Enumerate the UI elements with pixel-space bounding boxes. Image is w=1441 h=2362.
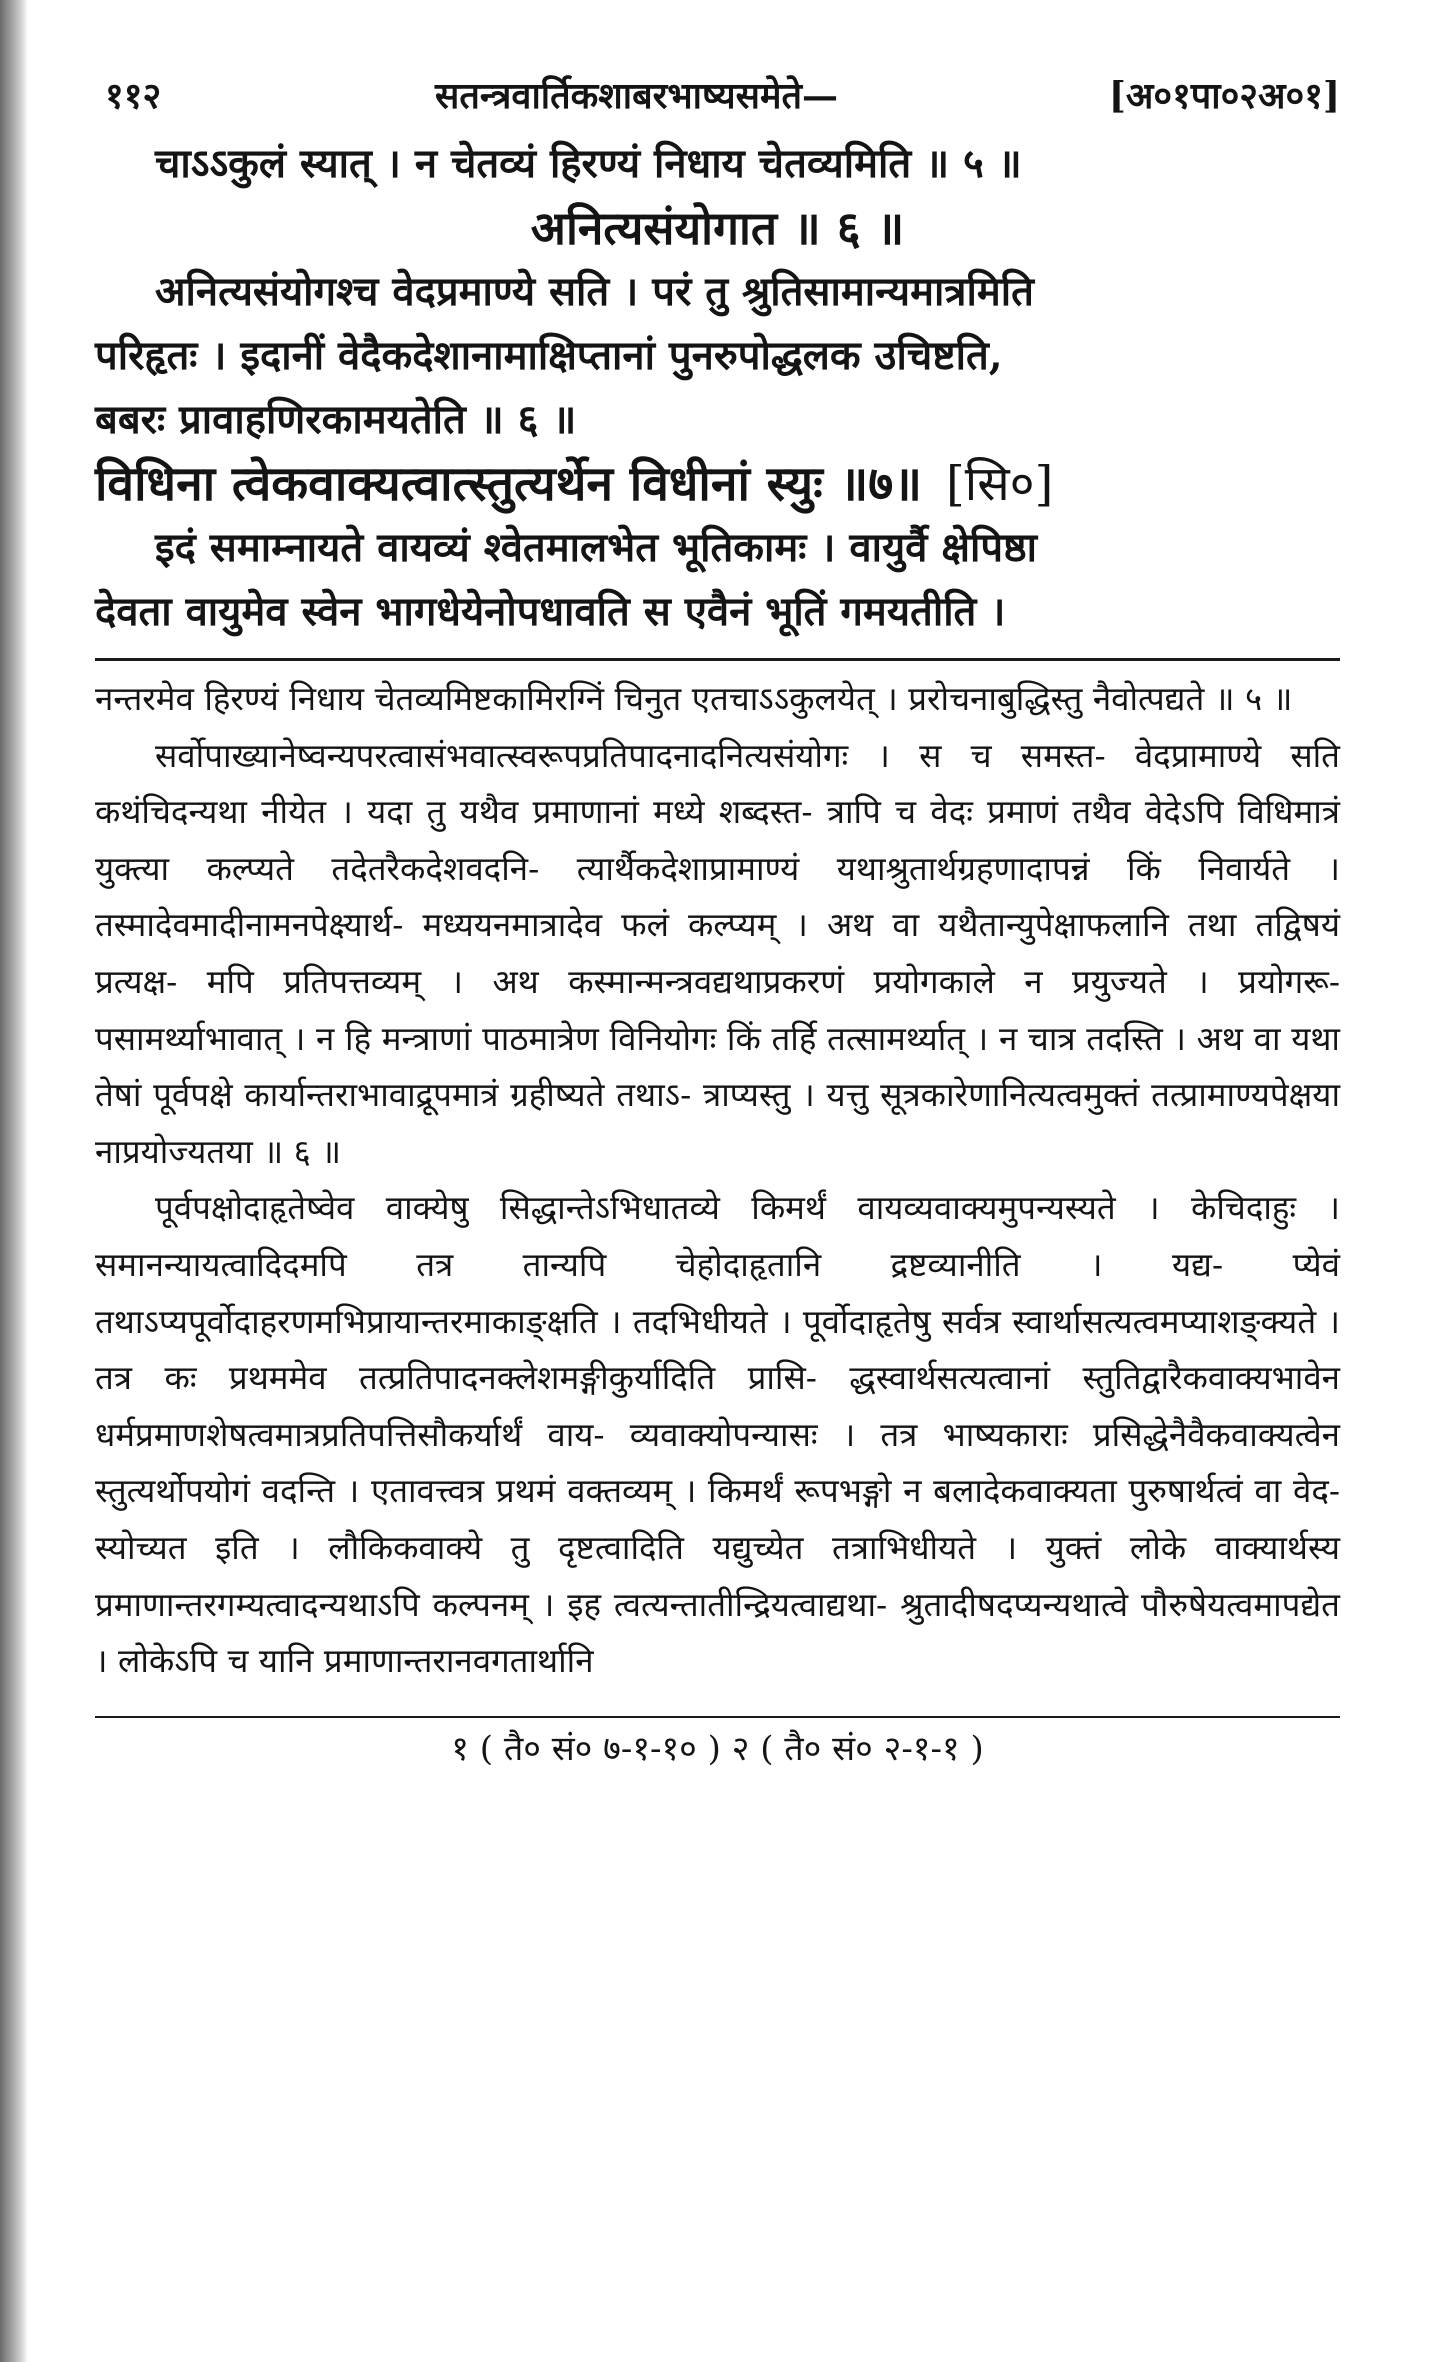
commentary-line: द्धस्वार्थसत्यत्वानां स्तुतिद्वारैकवाक्यभावेन धर्मप्रमाणशेषत्वमात्रप्रतिपत्तिसौकर्यार्थं वाय- <box>95 1358 1340 1454</box>
book-page <box>95 62 1340 1770</box>
commentary-paragraph <box>95 671 1340 728</box>
commentary-line: त्यार्थैकदेशाप्रामाण्यं यथाश्रुतार्थग्रहणादापन्नं किं निवार्यते । तस्मादेवमादीनामनपेक्ष्यार्थ- <box>95 848 1340 945</box>
commentary-line: त्रापि च वेदः प्रमाणं तथैव वेदेऽपि विधिमात्रं युक्त्या कल्प्यते तदेतरैकदेशवदनि- <box>95 792 1341 888</box>
commentary-paragraph <box>95 728 1340 1181</box>
sutra-paragraph-line: परिहृतः । इदानीं वेदैकदेशानामाक्षिप्तानां पुनरुपोद्धलक उचिष्टति, <box>95 332 1003 379</box>
commentary <box>95 671 1340 1690</box>
sutra-7-heading <box>95 452 1340 516</box>
footnote-references: १ ( तै० सं० ७-१-१० ) २ ( तै० सं० २-१-१ ) <box>451 1728 984 1769</box>
sutra-paragraph-line: देवता वायुमेव स्वेन भागधेयेनोपधावति स एवैनं भूतिं गमयतीति । <box>95 588 1006 635</box>
commentary-line: नन्तरमेव हिरण्यं निधाय चेतव्यमिष्टकामिरग्निं चिनुत एतचाऽऽकुलयेत् । प्ररोचनाबुद्धिस्तु <box>95 679 1083 718</box>
page-binding-shadow <box>0 0 28 2362</box>
sutra-continuation-line: चाऽऽकुलं स्यात् । न चेतव्यं हिरण्यं निधाय चेतव्यमिति ॥ ५ ॥ <box>155 140 1022 187</box>
section-divider <box>95 658 1340 661</box>
commentary-line: वेदप्रामाण्ये सति कथंचिदन्यथा नीयेत । यदा तु यथैव प्रमाणानां मध्ये शब्दस्त- <box>95 735 1340 832</box>
commentary-line: स्योच्यत इति । लौकिकवाक्ये तु दृष्टत्वादिति यद्युच्येत तत्राभिधीयते । युक्तं लोके <box>95 1527 1187 1567</box>
running-header <box>95 62 1340 132</box>
sutra-7-text: विधिना त्वेकवाक्यत्वात्स्तुत्यर्थेन विधीनां स्युः ॥७॥ <box>95 456 923 512</box>
commentary-line: वाक्यार्थस्य प्रमाणान्तरगम्यत्वादन्यथाऽपि कल्पनम् । इह त्वत्यन्तातीन्द्रियत्वाद्यथा- <box>95 1527 1340 1624</box>
sutra-6-heading: अनित्यसंयोगात ॥ ६ ॥ <box>530 201 905 255</box>
commentary-paragraph <box>95 1180 1340 1689</box>
siddhanta-siglum: [सि०] <box>946 456 1054 512</box>
sutra-paragraph-line: अनित्यसंयोगश्च वेदप्रमाण्ये सति । परं तु श्रुतिसामान्यमात्रमिति <box>155 268 1034 315</box>
commentary-line: मध्ययनमात्रादेव फलं कल्प्यम् । अथ वा यथैतान्युपेक्षाफलानि तथा तद्विषयं प्रत्यक्ष- <box>95 905 1340 1001</box>
sutra-paragraph-line: इदं समाम्नायते वायव्यं श्वेतमालभेत भूतिकामः । वायुर्वै क्षेपिष्ठा <box>155 524 1037 571</box>
commentary-line: केचिदाहुः । समानन्यायत्वादिदमपि तत्र तान्यपि चेहोदाहृतानि द्रष्टव्यानीति । यद्य- <box>95 1188 1340 1284</box>
commentary-line: प्येवं तथाऽप्यपूर्वोदाहरणमभिप्रायान्तरमाकाङ्क्षति । तदभिधीयते । पूर्वोदाहृतेषु सर्वत्र <box>95 1244 1340 1341</box>
page-number: ११२ <box>105 75 162 117</box>
commentary-line: स्वार्थासत्यत्वमप्याशङ्क्यते । तत्र कः प्रथममेव तत्प्रतिपादनक्लेशमङ्गीकुर्यादिति प्रासि- <box>95 1301 1340 1398</box>
sutra-paragraph-line: बबरः प्रावाहणिरकामयतेति ॥ ६ ॥ <box>95 396 577 443</box>
commentary-line: पसामर्थ्याभावात् । न हि मन्त्राणां पाठमात्रेण विनियोगः किं तर्हि तत्सामर्थ्यात् । <box>95 1018 989 1058</box>
commentary-line: न चात्र तदस्ति । अथ वा यथा तेषां पूर्वपक्षे कार्यान्तराभावाद्रूपमात्रं ग्रहीष्यते तथाऽ- <box>95 1018 1340 1115</box>
section-reference: [अ०१पा०२अ०१] <box>1108 75 1340 117</box>
running-title: सतन्त्रवार्तिकशाबरभाष्यसमेते— <box>435 75 839 117</box>
commentary-line: व्यवाक्योपन्यासः । तत्र भाष्यकाराः प्रसिद्धेनैवैकवाक्यत्वेन स्तुत्यर्थोपयोगं वदन्ति । <box>95 1414 1340 1511</box>
commentary-line: त्राप्यस्तु । यत्तु सूत्रकारेणानित्यत्वमुक्तं तत्प्रामाण्यपेक्षया नाप्रयोज्यतया ॥ ६ ॥ <box>95 1075 1340 1171</box>
commentary-line: एतावत्त्वत्र प्रथमं वक्तव्यम् । किमर्थं रूपभङ्गो न बलादेकवाक्यता पुरुषार्थत्वं वा वेद- <box>370 1471 1341 1511</box>
sutra-section <box>95 132 1340 644</box>
commentary-line: मपि प्रतिपत्तव्यम् । अथ कस्मान्मन्त्रवद्यथाप्रकरणं प्रयोगकाले न प्रयुज्यते । प्रयोगरू- <box>206 961 1340 1001</box>
commentary-line: श्रुतादीषदप्यन्यथात्वे पौरुषेयत्वमापद्येत । लोकेऽपि च यानि प्रमाणान्तरानवगतार्थानि <box>95 1584 1340 1681</box>
footnote-divider <box>95 1716 1340 1718</box>
commentary-line: नैवोत्पद्यते ॥ ५ ॥ <box>1092 679 1293 718</box>
commentary-line: सर्वोपाख्यानेष्वन्यपरत्वासंभवात्स्वरूपप्रतिपादनादनित्यसंयोगः । स च समस्त- <box>155 735 1106 775</box>
commentary-line: पूर्वपक्षोदाहृतेष्वेव वाक्येषु सिद्धान्तेऽभिधातव्ये किमर्थं वायव्यवाक्यमुपन्यस्यते । <box>155 1188 1160 1228</box>
